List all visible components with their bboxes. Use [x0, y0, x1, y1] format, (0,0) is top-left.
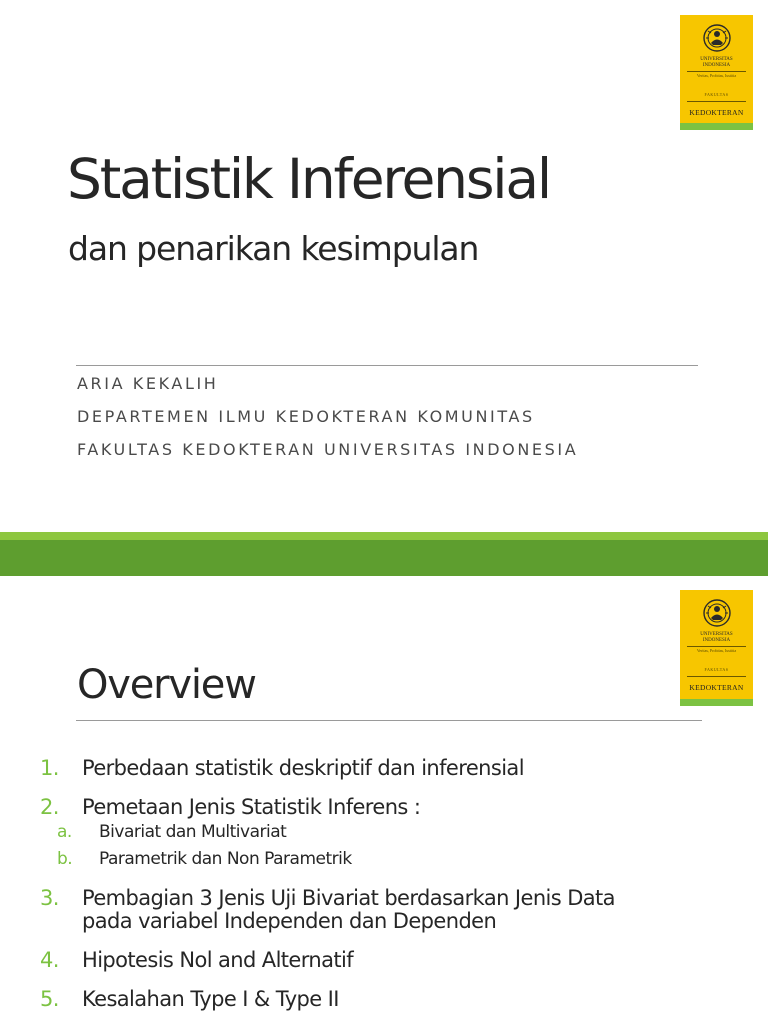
list-text: Bivariat dan Multivariat	[99, 822, 287, 842]
list-text: Pemetaan Jenis Statistik Inferens :	[82, 795, 421, 819]
list-letter: b.	[57, 849, 73, 869]
overview-title: Overview	[77, 662, 256, 708]
list-number: 5.	[40, 987, 59, 1011]
logo-faculty: KEDOKTERAN	[689, 683, 744, 692]
logo-green-stripe	[680, 699, 753, 706]
list-text: Kesalahan Type I & Type II	[82, 987, 339, 1011]
list-text-continued: pada variabel Independen dan Dependen	[82, 909, 497, 933]
overview-divider	[76, 720, 702, 721]
slide-title: Statistik Inferensial	[67, 147, 550, 211]
list-letter: a.	[57, 822, 72, 842]
logo-motto: Veritas, Probitas, Iustitia	[696, 648, 737, 653]
logo-university-line2: INDONESIA	[702, 63, 731, 68]
list-number: 3.	[40, 886, 59, 910]
logo-university-line2: INDONESIA	[702, 638, 731, 643]
makara-emblem-icon	[702, 598, 732, 628]
author-faculty: FAKULTAS KEDOKTERAN UNIVERSITAS INDONESIA	[77, 440, 579, 459]
logo-green-stripe	[680, 123, 753, 130]
logo-motto: Veritas, Probitas, Iustitia	[696, 73, 737, 78]
title-divider	[76, 365, 698, 366]
university-logo	[680, 15, 753, 130]
separator-light-stripe	[0, 532, 768, 540]
list-text: Perbedaan statistik deskriptif dan inferensial	[82, 756, 524, 780]
logo-rule-2	[687, 101, 746, 102]
logo-rule	[687, 646, 746, 647]
separator-dark-stripe	[0, 540, 768, 576]
logo-faculty-small: FAKULTAS	[704, 667, 729, 672]
author-name: ARIA KEKALIH	[77, 374, 219, 393]
slide-separator-band	[0, 532, 768, 576]
list-text: Parametrik dan Non Parametrik	[99, 849, 352, 869]
slide-subtitle: dan penarikan kesimpulan	[68, 229, 479, 268]
makara-emblem-icon	[702, 23, 732, 53]
list-number: 1.	[40, 756, 59, 780]
logo-university-line1: UNIVERSITAS	[700, 632, 733, 637]
logo-faculty: KEDOKTERAN	[689, 108, 744, 117]
logo-rule-2	[687, 676, 746, 677]
list-text: Hipotesis Nol and Alternatif	[82, 948, 354, 972]
list-number: 2.	[40, 795, 59, 819]
university-logo	[680, 590, 753, 706]
logo-university-line1: UNIVERSITAS	[700, 57, 733, 62]
logo-faculty-small: FAKULTAS	[704, 92, 729, 97]
list-number: 4.	[40, 948, 59, 972]
author-department: DEPARTEMEN ILMU KEDOKTERAN KOMUNITAS	[77, 407, 535, 426]
list-text: Pembagian 3 Jenis Uji Bivariat berdasarkan Jenis Data	[82, 886, 615, 910]
logo-rule	[687, 71, 746, 72]
